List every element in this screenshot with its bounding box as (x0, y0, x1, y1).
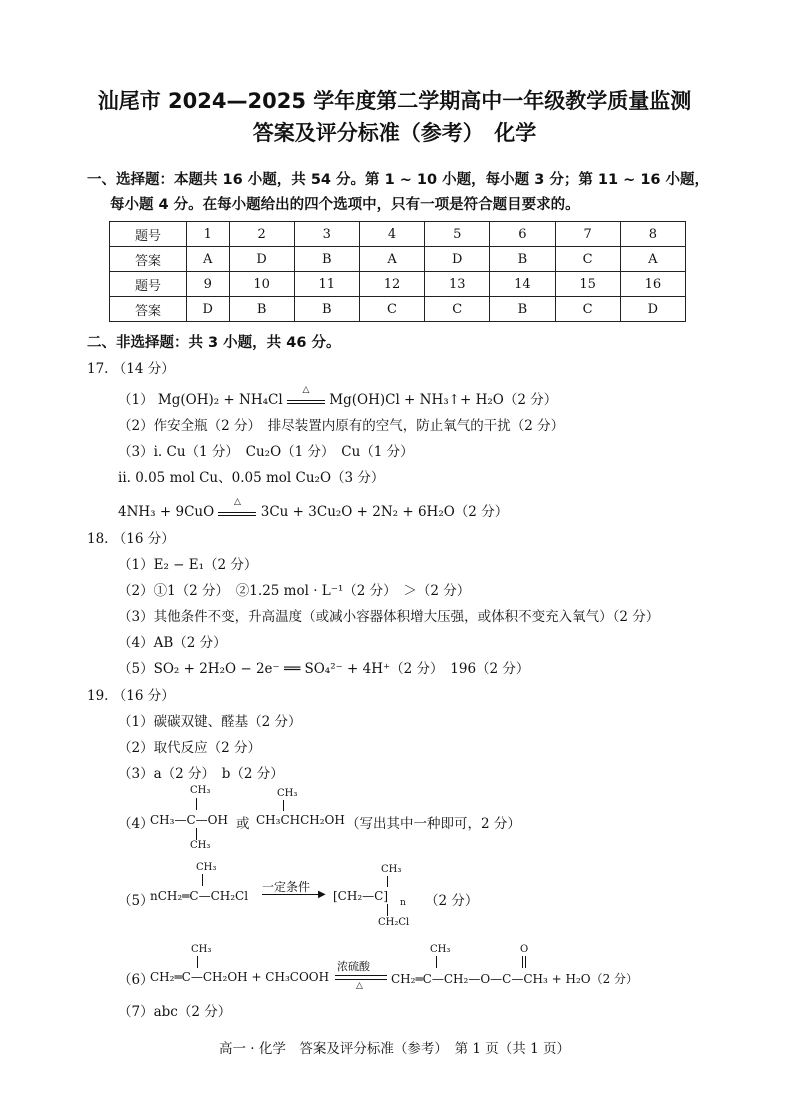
bond-line (197, 956, 198, 968)
lhs-top: CH₃ (191, 944, 212, 955)
table-cell: 答案 (110, 247, 187, 272)
table-cell: 6 (490, 222, 555, 247)
polymer-n: n (400, 898, 406, 908)
q17-title: 17. （14 分） (87, 361, 175, 377)
q18-line-4: （4）AB（2 分） (118, 635, 227, 651)
heat-symbol: △ (234, 497, 241, 507)
q18-title: 18. （16 分） (87, 531, 175, 547)
table-cell: 8 (620, 222, 685, 247)
q17-l1-lhs: Mg(OH)₂ + NH₄Cl (157, 392, 283, 408)
table-cell: 10 (229, 272, 294, 297)
table-cell: D (187, 297, 230, 322)
part1-heading-b: 每小题 4 分。在每小题给出的四个选项中，只有一项是符合题目要求的。 (110, 197, 580, 213)
monomer: nCH₂═C—CH₂Cl (150, 889, 249, 903)
condition-top: 浓硫酸 (337, 960, 370, 973)
condition-text: 一定条件 (262, 880, 311, 894)
q17-line-1 (118, 385, 558, 408)
table-cell: 4 (359, 222, 424, 247)
q19-l4-label: （4） (118, 816, 154, 832)
q18-line-2: （2）①1（2 分） ②1.25 mol · L⁻¹（2 分） ＞（2 分） (118, 583, 471, 599)
q17-l1-rhs: Mg(OH)Cl + NH₃↑+ H₂O（2 分） (329, 392, 558, 408)
bond-line (436, 956, 437, 968)
table-cell: 12 (359, 272, 424, 297)
table-cell: B (490, 247, 555, 272)
table-cell: 答案 (110, 297, 187, 322)
struct2-top: CH₃ (277, 788, 298, 799)
q17-line-5 (118, 497, 509, 520)
table-cell: C (555, 297, 620, 322)
q17-line-4: ii. 0.05 mol Cu、0.05 mol Cu₂O（3 分） (118, 470, 385, 486)
rhs-top-ch3: CH₃ (430, 944, 451, 955)
table-cell: C (555, 247, 620, 272)
title-line-1: 汕尾市 2024—2025 学年度第二学期高中一年级教学质量监测 (97, 89, 692, 113)
q18-line-3: （3）其他条件不变，升高温度（或减小容器体积增大压强，或体积不变充入氧气）（2 分） (118, 609, 660, 625)
bond-line (525, 956, 526, 968)
table-row (110, 272, 686, 297)
table-cell: D (425, 247, 490, 272)
q19-line-7: （7）abc（2 分） (118, 1004, 232, 1020)
arrow-head-icon: ▶ (318, 889, 326, 900)
polymer-main: [CH₂—C] (333, 889, 389, 903)
table-cell: B (490, 297, 555, 322)
table-row (110, 247, 686, 272)
esterification-rhs: CH₂═C—CH₂—O—C—CH₃ + H₂O（2 分） (391, 972, 639, 986)
part2-heading: 二、非选择题：共 3 小题，共 46 分。 (87, 335, 341, 351)
condition-bottom: △ (356, 981, 363, 991)
q17-l5-lhs: 4NH₃ + 9CuO (118, 504, 215, 520)
struct1-bottom: CH₃ (190, 840, 211, 851)
rhs-top-o: O (520, 944, 529, 955)
table-cell: 14 (490, 272, 555, 297)
q17-l1-label: （1） (118, 392, 154, 408)
table-cell: 3 (294, 222, 359, 247)
table-cell: A (620, 247, 685, 272)
title-line-2: 答案及评分标准（参考） 化学 (252, 121, 537, 145)
monomer-top: CH₃ (196, 862, 217, 873)
reversible-arrow-backward (335, 979, 387, 980)
table-row (110, 222, 686, 247)
table-cell: D (620, 297, 685, 322)
bond-line (202, 874, 203, 886)
table-cell: A (187, 247, 230, 272)
part1-heading-a: 一、选择题：本题共 16 小题，共 54 分。第 1 ~ 10 小题，每小题 3 分；第 11 ~ 16 小题， (87, 172, 710, 188)
q17-line-3: （3）i. Cu（1 分） Cu₂O（1 分） Cu（1 分） (118, 444, 414, 460)
table-cell: 16 (620, 272, 685, 297)
q19-l4-note: （写出其中一种即可，2 分） (346, 816, 521, 832)
page-footer: 高一 · 化学 答案及评分标准（参考） 第 1 页（共 1 页） (219, 1041, 570, 1057)
table-cell: C (359, 297, 424, 322)
heat-equal-sign (287, 385, 325, 404)
table-cell: A (359, 247, 424, 272)
table-cell: 9 (187, 272, 230, 297)
table-cell: B (294, 247, 359, 272)
table-row (110, 297, 686, 322)
q17-line-2: （2）作安全瓶（2 分） 排尽装置内原有的空气，防止氧气的干扰（2 分） (118, 418, 565, 434)
or-text: 或 (236, 816, 250, 832)
table-cell: D (229, 247, 294, 272)
esterification-lhs: CH₂═C—CH₂OH + CH₃COOH (150, 970, 330, 984)
polymer-bottom: CH₂Cl (378, 917, 410, 928)
answer-table (109, 221, 686, 322)
q17-l5-rhs: 3Cu + 3Cu₂O + 2N₂ + 6H₂O（2 分） (260, 504, 509, 520)
table-cell: 7 (555, 222, 620, 247)
heat-equal-sign (218, 497, 256, 516)
table-cell: B (294, 297, 359, 322)
q19-line-2: （2）取代反应（2 分） (118, 740, 261, 756)
q18-line-1: （1）E₂ − E₁（2 分） (118, 557, 258, 573)
reaction-arrow (262, 894, 322, 895)
table-cell: 2 (229, 222, 294, 247)
q19-l5-label: （5） (118, 893, 154, 909)
table-cell: 5 (425, 222, 490, 247)
q18-line-5: （5）SO₂ + 2H₂O − 2e⁻ ══ SO₄²⁻ + 4H⁺（2 分） 196（2 分） (118, 661, 530, 677)
table-cell: 1 (187, 222, 230, 247)
polymer-top: CH₃ (381, 864, 402, 875)
q19-title: 19. （16 分） (87, 688, 175, 704)
bond-line (387, 876, 388, 887)
bond-line (196, 798, 197, 810)
table-cell: C (425, 297, 490, 322)
heat-symbol: △ (302, 385, 310, 395)
q19-l5-score: （2 分） (425, 893, 479, 909)
struct2-main: CH₃CHCH₂OH (256, 813, 345, 827)
q19-line-1: （1）碳碳双键、醛基（2 分） (118, 714, 302, 730)
struct1-main: CH₃—C—OH (150, 813, 228, 827)
table-cell: 题号 (110, 272, 187, 297)
table-cell: 11 (294, 272, 359, 297)
bond-line (283, 800, 284, 811)
bond-line (387, 904, 388, 916)
q19-l6-label: （6） (118, 972, 154, 988)
table-cell: 15 (555, 272, 620, 297)
table-cell: 题号 (110, 222, 187, 247)
bond-line (522, 956, 523, 968)
table-cell: B (229, 297, 294, 322)
bond-line (196, 828, 197, 840)
table-cell: 13 (425, 272, 490, 297)
reversible-arrow-forward (335, 975, 387, 976)
struct1-top: CH₃ (190, 785, 211, 796)
q19-line-3: （3）a（2 分） b（2 分） (118, 766, 284, 782)
